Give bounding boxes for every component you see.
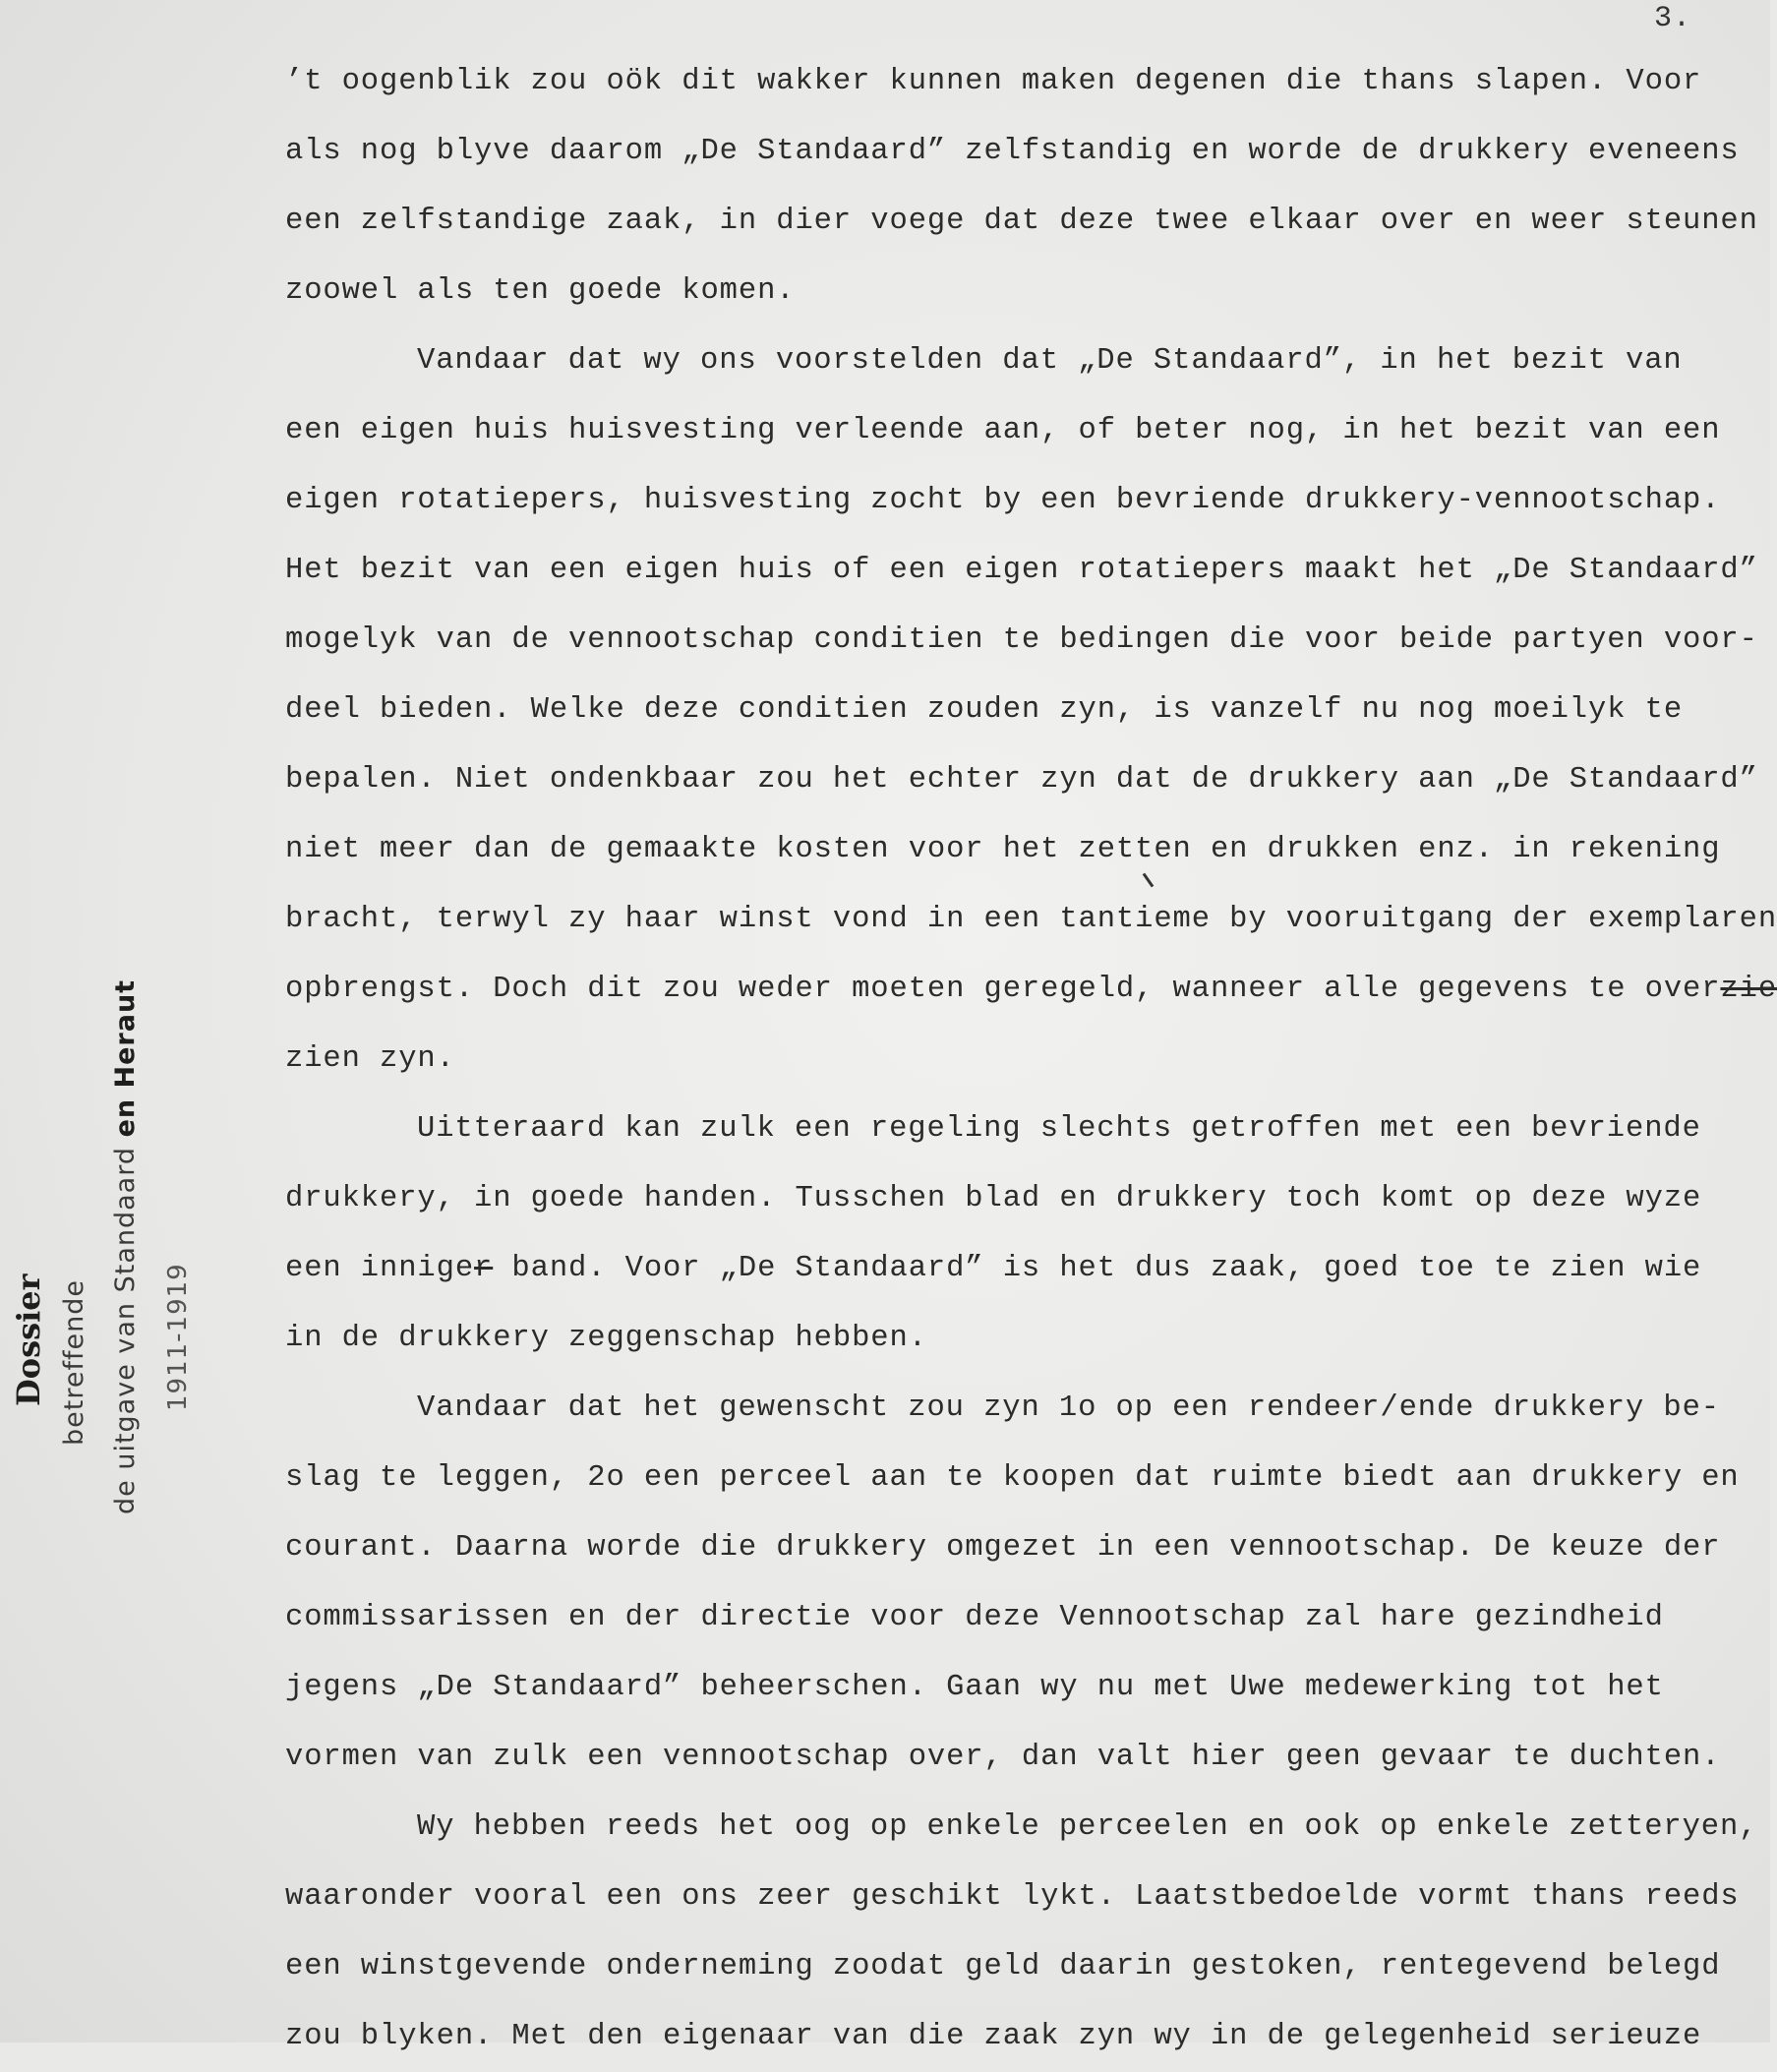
text-line-part: band. Voor „De Standaard” is het dus zaak, goed toe te zien wie [493,1252,1702,1285]
text-line: een winstgevende onderneming zoodat geld daarin gestoken, rentegevend belegd [285,1950,1721,1983]
struck-correction: r [474,1252,494,1285]
stamp-years: 1911-1919 [163,1263,193,1411]
text-line: courant. Daarna worde die drukkery omgezet in een vennootschap. De keuze der [285,1531,1721,1565]
text-line: zoowel als ten goede komen. [285,274,796,308]
text-line: mogelyk van de vennootschap conditien te bedingen die voor beide partyen voor- [285,623,1758,657]
text-line: een eigen huis huisvesting verleende aan, of beter nog, in het bezit van een [285,414,1721,447]
text-line: zien zyn. [285,1042,455,1076]
text-line: waaronder vooral een ons zeer geschikt lykt. Laatstbedoelde vormt thans reeds [285,1880,1740,1914]
stamp-title: Dossier [10,1273,47,1406]
text-line [285,955,1777,1025]
stamp-source-text: de uitgave van Standaard [110,1137,141,1514]
text-line: Het bezit van een eigen huis of een eigen rotatiepers maakt het „De Standaard” [285,554,1758,587]
text-line: bepalen. Niet ondenkbaar zou het echter zyn dat de drukkery aan „De Standaard” [285,763,1758,797]
text-line: bracht, terwyl zy haar winst vond in een tantieme by vooruitgang der exemplaren [285,903,1777,936]
text-line-part: opbrengst. Doch dit zou weder moeten geregeld, wanneer alle gegevens te over [285,973,1721,1006]
text-line: Vandaar dat wy ons voorstelden dat „De Standaard”, in het bezit van [417,344,1683,378]
text-line: drukkery, in goede handen. Tusschen blad en drukkery toch komt op deze wyze [285,1182,1702,1215]
text-line: jegens „De Standaard” beheerschen. Gaan wy nu met Uwe medewerking tot het [285,1671,1664,1704]
text-line: eigen rotatiepers, huisvesting zocht by een bevriende drukkery-vennootschap. [285,484,1721,517]
text-line: Wy hebben reeds het oog op enkele perceelen en ook op enkele zetteryen, [417,1810,1758,1844]
stamp-source [110,979,141,1514]
text-line-part: een innige [285,1252,475,1285]
stamp-subtitle: betreffende [59,1279,89,1446]
text-line [285,1374,1760,1444]
text-line: als nog blyve daarom „De Standaard” zelfstandig en worde de drukkery eveneens [285,135,1740,168]
text-line-part: Vandaar dat het gewenscht zou zyn 1o op een rendeer [417,1391,1381,1425]
text-line [285,1234,1760,1304]
text-line: Uitteraard kan zulk een regeling slechts getroffen met een bevriende [417,1112,1701,1146]
struck-correction: / [1380,1391,1399,1425]
text-line: een zelfstandige zaak, in dier voege dat deze twee elkaar over en weer steunen [285,205,1758,238]
text-line: in de drukkery zeggenschap hebben. [285,1322,927,1355]
text-line: vormen van zulk een vennootschap over, dan valt hier geen gevaar te duchten. [285,1741,1721,1774]
text-line: slag te leggen, 2o een perceel aan te koopen dat ruimte biedt aan drukkery en [285,1461,1740,1495]
text-line: commissarissen en der directie voor deze Vennootschap zal hare gezindheid [285,1601,1664,1634]
text-line: zou blyken. Met den eigenaar van die zaak zyn wy in de gelegenheid serieuze [285,2020,1702,2053]
text-line: deel bieden. Welke deze conditien zouden zyn, is vanzelf nu nog moeilyk te [285,693,1684,727]
text-line: ’t oogenblik zou oök dit wakker kunnen maken degenen die thans slapen. Voor [285,65,1702,98]
text-line-part: ende drukkery be- [1398,1391,1721,1425]
typed-letter-body [285,47,1777,2072]
page-number: 3. [1654,2,1692,35]
text-line: niet meer dan de gemaakte kosten voor het zetten en drukken enz. in rekening [285,833,1721,866]
struck-correction: zie [1720,973,1777,1006]
stamp-source-emphasis: en Heraut [110,978,141,1138]
